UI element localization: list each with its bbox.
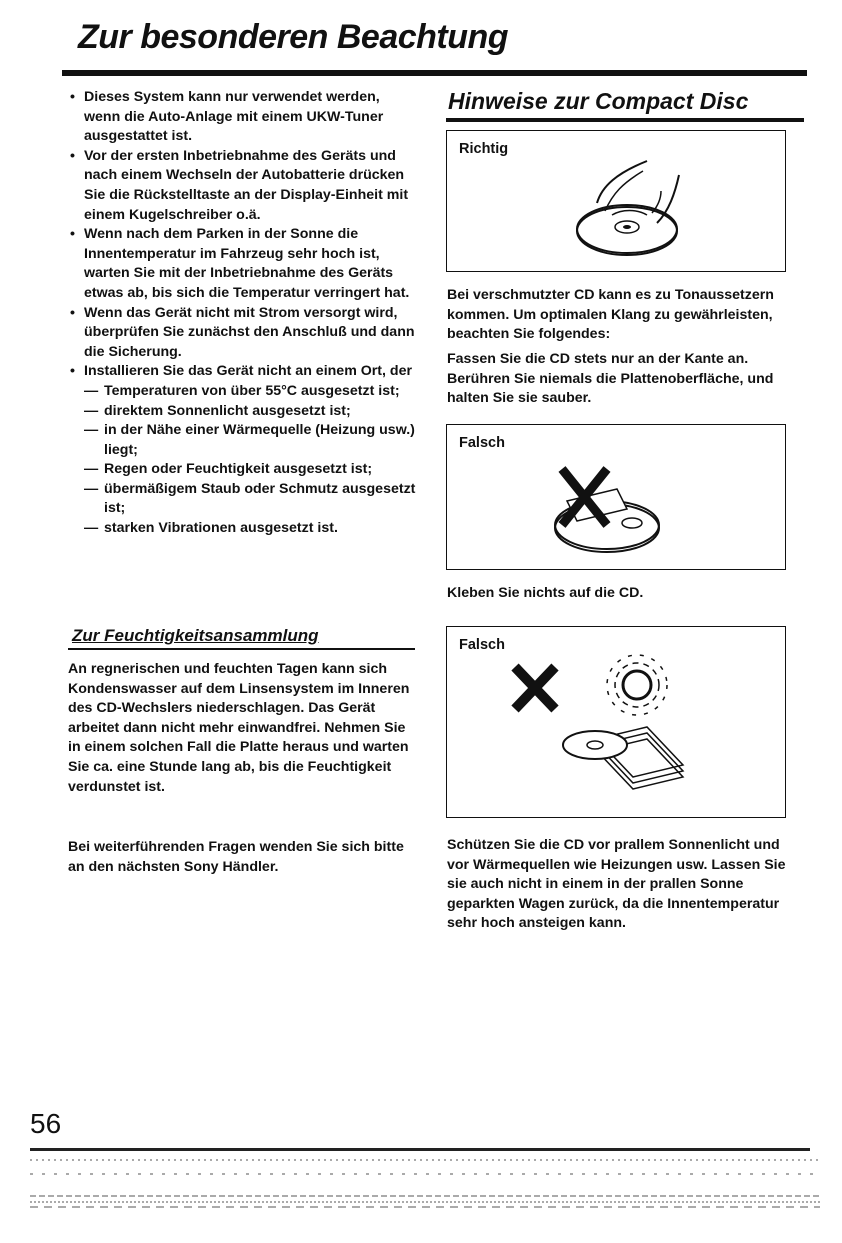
cd-section-rule xyxy=(446,118,804,122)
cd-paragraph-2: Fassen Sie die CD stets nur an der Kante an. Berühren Sie niemals die Plattenoberfläche, und halten Sie sie sauber. xyxy=(447,351,774,407)
cd-section-heading: Hinweise zur Compact Disc xyxy=(448,88,749,114)
list-item: — starken Vibrationen ausgesetzt ist. xyxy=(68,519,418,539)
sticker-on-cd-icon xyxy=(447,425,787,571)
list-item: — übermäßigem Staub oder Schmutz ausgesetzt ist; xyxy=(68,480,418,519)
list-item: • Installieren Sie das Gerät nicht an einem Ort, der xyxy=(68,362,418,382)
list-item: — direktem Sonnenlicht ausgesetzt ist; xyxy=(68,402,418,422)
left-column xyxy=(68,88,418,539)
correct-handling-figure xyxy=(446,130,786,272)
moisture-paragraph xyxy=(68,660,418,797)
contact-paragraph: Bei weiterführenden Fragen wenden Sie sich bitte an den nächsten Sony Händler. xyxy=(68,839,404,875)
box-label-wrong: Falsch xyxy=(459,435,505,451)
precautions-list xyxy=(68,88,418,382)
cd-paragraph-1: Bei verschmutzter CD kann es zu Tonaussetzern kommen. Um optimalen Klang zu gewährleisten, beachten Sie folgendes: xyxy=(447,287,774,343)
conditions-list xyxy=(68,382,418,539)
page-number: 56 xyxy=(30,1108,62,1139)
scan-artifact-pattern xyxy=(30,1152,820,1212)
no-sticker-figure xyxy=(446,424,786,570)
list-item: • Wenn das Gerät nicht mit Strom versorgt wird, überprüfen Sie zunächst den Anschluß und dann die Sicherung. xyxy=(68,304,418,363)
sun-and-cd-icon xyxy=(447,627,787,819)
cd-paragraph-3: Kleben Sie nichts auf die CD. xyxy=(447,585,644,601)
list-item: — Temperaturen von über 55°C ausgesetzt ist; xyxy=(68,382,418,402)
list-item: • Dieses System kann nur verwendet werden, wenn die Auto-Anlage mit einem UKW-Tuner ausgestattet ist. xyxy=(68,88,418,147)
page-title: Zur besonderen Beachtung xyxy=(78,18,509,56)
title-rule xyxy=(62,70,807,76)
list-item: • Wenn nach dem Parken in der Sonne die Innentemperatur im Fahrzeug sehr hoch ist, warten Sie mit der Inbetriebnahme des Geräts etwas ab, bis sich die Temperatur verringert hat. xyxy=(68,225,418,303)
moisture-rule xyxy=(68,648,415,650)
moisture-heading: Zur Feuchtigkeitsansammlung xyxy=(72,626,319,645)
footer-rule xyxy=(30,1148,810,1151)
box-label-wrong: Falsch xyxy=(459,637,505,653)
moisture-text: An regnerischen und feuchten Tagen kann sich Kondenswasser auf dem Linsensystem im Inneren des CD-Wechslers niederschlagen. Das Gerät arbeitet dann nicht mehr einwandfrei. Nehmen Sie in einem solchen Fall xyxy=(68,661,410,756)
box-label-correct: Richtig xyxy=(459,141,509,157)
list-item: — in der Nähe einer Wärmequelle (Heizung usw.) liegt; xyxy=(68,421,418,460)
list-item: • Vor der ersten Inbetriebnahme des Geräts und nach einem Wechseln der Autobatterie drücken Sie die Rückstelltaste an der Display-Einheit mit einem Kugelschreiber o.ä. xyxy=(68,147,418,225)
cd-paragraph-4: Schützen Sie die CD vor prallem Sonnenlicht und vor Wärmequellen wie Heizungen usw. Lassen Sie sie auch nicht in einem in der prallen Sonne geparkten Wagen zurück, da die Innentemperatur sehr hoch ansteigen kann. xyxy=(447,837,786,932)
list-item: — Regen oder Feuchtigkeit ausgesetzt ist; xyxy=(68,460,418,480)
no-heat-figure xyxy=(446,626,786,818)
hand-holding-cd-icon xyxy=(447,131,787,273)
moisture-emphasis: die Platte heraus und warten Sie ca. eine Stunde lang ab, bis die Feuchtigkeit verdunstet ist. xyxy=(68,739,409,795)
